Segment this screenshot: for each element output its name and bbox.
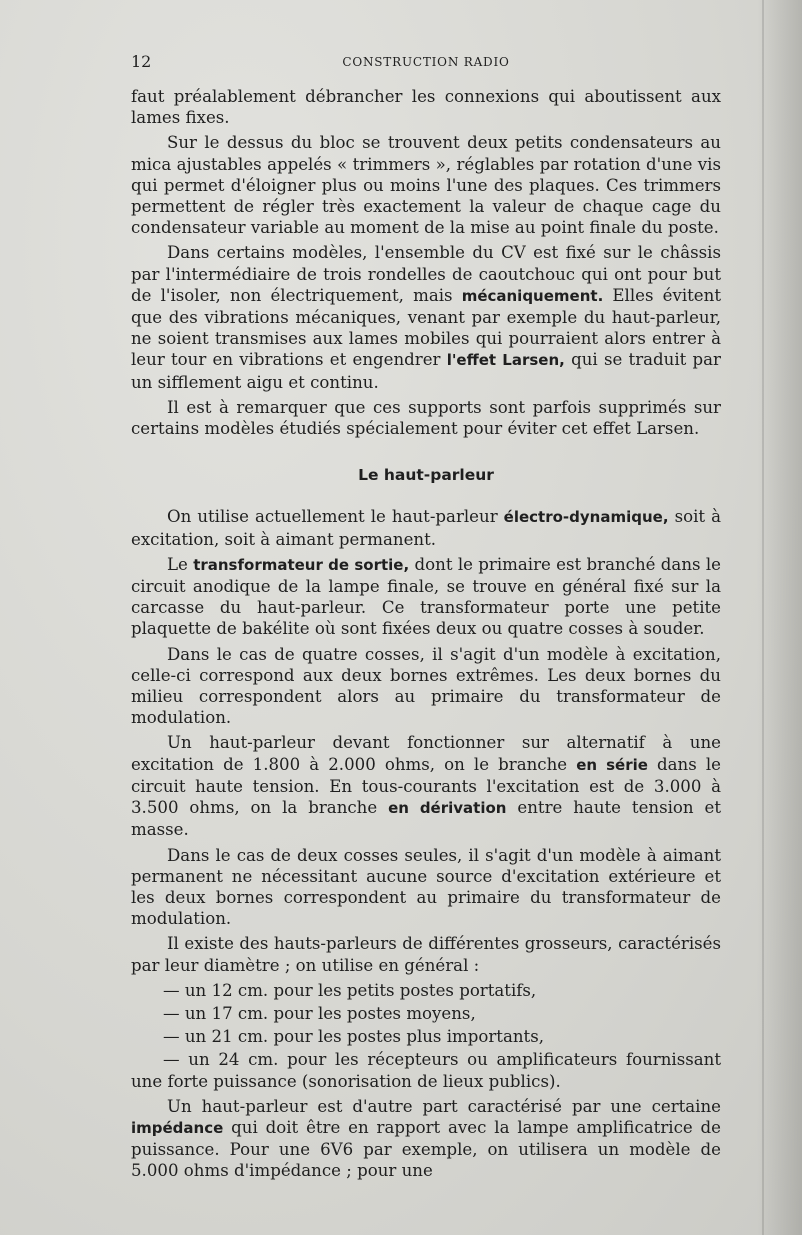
list-item: — un 12 cm. pour les petits postes portatifs,: [163, 980, 537, 1000]
bold-term: l'effet Larsen,: [446, 351, 565, 370]
paragraph-rubber-washers: [131, 242, 721, 392]
paragraph-four-lugs: Dans le cas de quatre cosses, il s'agit d'un modèle à excitation, celle-ci correspond aux deux bornes extrêmes. Les deux bornes du milieu correspondent alors au primaire du transformateur de modulation.: [131, 644, 721, 728]
text-run: Elles évitent que des vibrations mécaniques, venant par exemple du haut-parleur, ne soient transmises aux lames mobiles qui pourraient alors entrer à leur tour en vibrations et engendrer: [131, 285, 721, 370]
bold-term: transformateur de sortie,: [193, 555, 410, 574]
paragraph-supports: Il est à remarquer que ces supports sont parfois supprimés sur certains modèles étudiés spécialement pour éviter cet effet Larsen.: [131, 397, 721, 439]
list-item: — un 17 cm. pour les postes moyens,: [163, 1003, 476, 1023]
text-run: Un haut-parleur est d'autre part caractérisé par une certaine: [167, 1096, 721, 1116]
text-run: Un haut-parleur devant fonctionner sur alternatif à une excitation de 1.800 à 2.000 ohms, on le branche: [131, 733, 721, 774]
list-item: — un 24 cm. pour les récepteurs ou amplificateurs fournissant une forte puissance (sonorisation de lieux publics).: [131, 1050, 721, 1091]
paragraph-trimmers: Sur le dessus du bloc se trouvent deux petits condensateurs au mica ajustables appelés « trimmers », réglables par rotation d'une vis qui permet d'éloigner plus ou moins l'une des plaques. Ces trimmers permettent de régler très exactement la valeur de chaque cage du condensateur variable au moment de la mise au point finale du poste.: [131, 133, 721, 238]
list-item: — un 21 cm. pour les postes plus importants,: [163, 1027, 545, 1047]
paragraph-output-transformer: [131, 554, 721, 640]
text-run: On utilise actuellement le haut-parleur: [167, 507, 504, 527]
text-run: Le: [167, 554, 194, 574]
bold-term: en dérivation: [388, 799, 507, 818]
text-run: qui se traduit par un sifflement aigu et continu.: [131, 350, 721, 392]
speaker-size-list: [131, 980, 721, 1092]
page-body: [131, 86, 721, 1186]
paragraph-sizes: Il existe des hauts-parleurs de différentes grosseurs, caractérisés par leur diamètre ; on utilise en général :: [131, 934, 721, 975]
text-run: dans le circuit haute tension. En tous-courants l'excitation est de 3.000 à 3.500 ohms, on la branche: [131, 754, 721, 818]
paragraph-continuation: faut préalablement débrancher les connexions qui aboutissent aux lames fixes.: [131, 87, 721, 128]
running-title: CONSTRUCTION RADIO: [342, 55, 510, 69]
page-crease: [762, 0, 764, 1235]
paragraph-impedance: [131, 1096, 721, 1182]
text-run: qui doit être en rapport avec la lampe amplificatrice de puissance. Pour une 6V6 par exemple, on utilisera un modèle de 5.000 ohms d'impédance ; pour une: [131, 1117, 721, 1181]
paragraph-electrodynamic: [131, 506, 721, 549]
text-run: Dans certains modèles, l'ensemble du CV est fixé sur le châssis par l'intermédiaire de trois rondelles de caoutchouc qui ont pour but de l'isoler, non électriquement, mais: [131, 243, 721, 305]
paragraph-two-lugs: Dans le cas de deux cosses seules, il s'agit d'un modèle à aimant permanent ne nécessitant aucune source d'excitation extérieure et les deux bornes correspondent au primaire du transformateur de modulation.: [131, 845, 721, 929]
page-number: 12: [131, 52, 152, 71]
bold-term: électro-dynamique,: [503, 508, 669, 527]
section-heading: Le haut-parleur: [358, 466, 494, 485]
page-header: [131, 52, 721, 72]
text-run: dont le primaire est branché dans le circuit anodique de la lampe finale, se trouve en général fixé sur la carcasse du haut-parleur. Ce transformateur porte une petite plaquette de bakélite où sont fixées deux ou quatre cosses à souder.: [131, 554, 721, 639]
text-run: soit à excitation, soit à aimant permanent.: [131, 507, 721, 549]
bold-term: mécaniquement.: [461, 286, 604, 305]
bold-term: en série: [576, 755, 648, 774]
bold-term: impédance: [131, 1118, 224, 1137]
text-run: entre haute tension et masse.: [131, 798, 721, 840]
paragraph-excitation: [131, 732, 721, 840]
